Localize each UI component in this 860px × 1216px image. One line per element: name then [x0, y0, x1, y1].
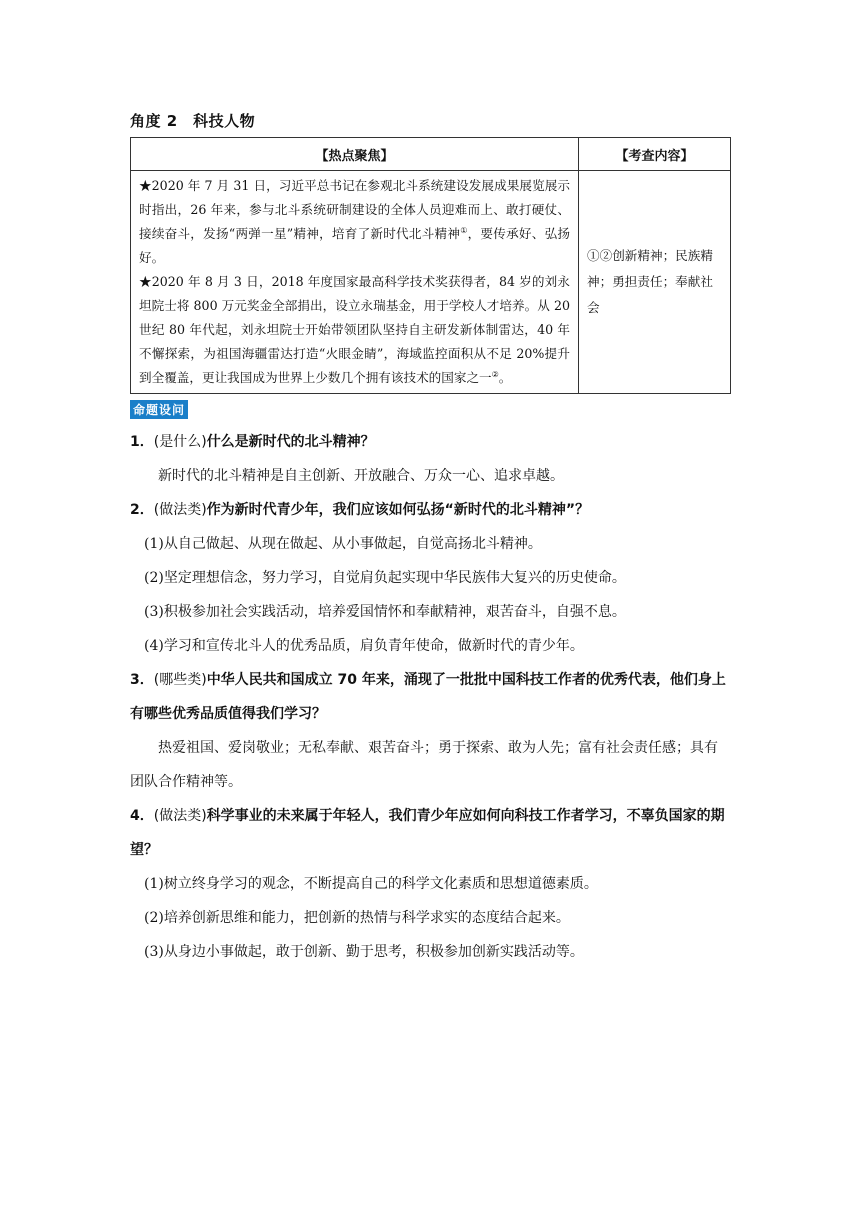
question-section-badge: 命题设问	[130, 400, 188, 419]
table-header-hotspots: 【热点聚焦】	[131, 138, 579, 171]
question-text: 什么是新时代的北斗精神？	[206, 434, 375, 450]
question	[130, 799, 730, 867]
footnote-mark: ①	[460, 225, 468, 235]
hotspot-cell	[131, 171, 579, 394]
question-text: 作为新时代青少年，我们应该如何弘扬“新时代的北斗精神”？	[206, 502, 590, 518]
section-title: 角度 2 科技人物	[130, 112, 256, 130]
exam-content-cell: ①②创新精神；民族精神；勇担责任；奉献社会	[579, 171, 731, 394]
question-number: 4．	[130, 808, 154, 824]
answer-line: (2)培养创新思维和能力，把创新的热情与科学求实的态度结合起来。	[144, 910, 570, 926]
answer-line: (4)学习和宣传北斗人的优秀品质，肩负青年使命，做新时代的青少年。	[144, 638, 584, 654]
question-number: 3．	[130, 672, 154, 688]
hotspot-item: ★2020 年 8 月 3 日，2018 年度国家最高科学技术奖获得者，84 岁的刘永坦院士将 800 万元奖金全部捐出，设立永瑞基金，用于学校人才培养。从 20 世纪 80 年代起，刘永坦院士开始带领团队坚持自主研发新体制雷达，40 年不懈探索，为祖国海疆雷达打造“火眼金睛”，海域监控面积从不足 20%提升到全覆盖，更让我国成为世界上少数几个拥有该技术的国家之一②。	[139, 274, 570, 385]
question-text: 中华人民共和国成立 70 年来，涌现了一批批中国科技工作者的优秀代表，他们身上有哪些优秀品质值得我们学习？	[130, 672, 726, 722]
question	[130, 425, 730, 459]
answer-line: 新时代的北斗精神是自主创新、开放融合、万众一心、追求卓越。	[158, 468, 564, 484]
answer-line: (2)坚定理想信念，努力学习，自觉肩负起实现中华民族伟大复兴的历史使命。	[144, 570, 626, 586]
hotspot-item: ★2020 年 7 月 31 日，习近平总书记在参观北斗系统建设发展成果展览展示时指出，26 年来，参与北斗系统研制建设的全体人员迎难而上、敢打硬仗、接续奋斗，发扬“两弹一星”精神，培育了新时代北斗精神①，要传承好、弘扬好。	[139, 178, 570, 265]
question-type-tag: (做法类)	[153, 808, 207, 824]
table-header-exam-content: 【考查内容】	[579, 138, 731, 171]
question	[130, 663, 730, 731]
footnote-mark: ②	[491, 369, 499, 379]
question-list	[130, 425, 730, 969]
answer-line: (3)积极参加社会实践活动，培养爱国情怀和奉献精神，艰苦奋斗，自强不息。	[144, 604, 626, 620]
question-type-tag: (哪些类)	[153, 672, 207, 688]
question-text: 科学事业的未来属于年轻人，我们青少年应如何向科技工作者学习，不辜负国家的期望？	[130, 808, 725, 858]
question-number: 2．	[130, 502, 154, 518]
document-page	[130, 110, 730, 969]
question-number: 1．	[130, 434, 154, 450]
answer-line: (1)树立终身学习的观念，不断提高自己的科学文化素质和思想道德素质。	[144, 876, 598, 892]
question-type-tag: (是什么)	[153, 434, 207, 450]
answer-line: 热爱祖国、爱岗敬业；无私奉献、艰苦奋斗；勇于探索、敢为人先；富有社会责任感；具有团队合作精神等。	[130, 740, 718, 790]
answer-line: (3)从身边小事做起，敢于创新、勤于思考，积极参加创新实践活动等。	[144, 944, 584, 960]
question	[130, 493, 730, 527]
question-type-tag: (做法类)	[153, 502, 207, 518]
answer-line: (1)从自己做起、从现在做起、从小事做起，自觉高扬北斗精神。	[144, 536, 542, 552]
hotspot-table	[130, 137, 731, 394]
